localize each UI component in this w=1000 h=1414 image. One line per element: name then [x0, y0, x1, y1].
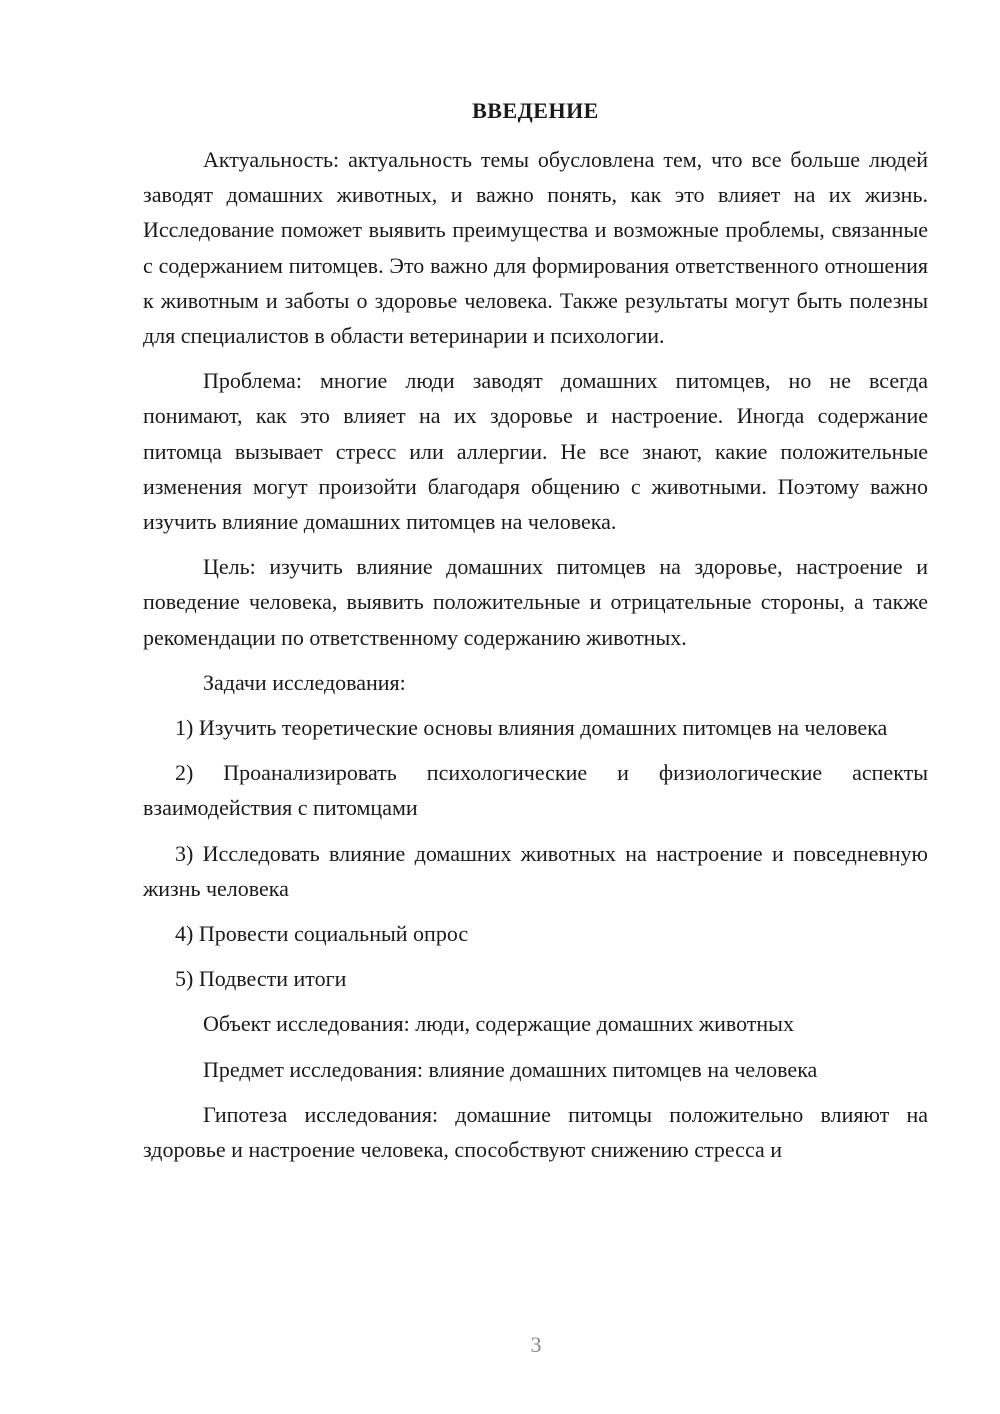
paragraph-relevance: Актуальность: актуальность темы обусловлена тем, что все больше людей заводят домашних животных, и важно понять, как это влияет на их жизнь. Исследование поможет выявить преимущества и возможные проблемы, связанные с содержанием питомцев. Это важно для формирования ответственного отношения к животным и заботы о здоровье человека. Также результаты могут быть полезны для специалистов в области ветеринарии и психологии.: [143, 147, 928, 349]
page-title: ВВЕДЕНИЕ: [472, 98, 599, 123]
page-number: 3: [530, 1332, 542, 1357]
paragraph-problem: Проблема: многие люди заводят домашних питомцев, но не всегда понимают, как это влияет на их здоровье и настроение. Иногда содержание питомца вызывает стресс или аллергии. Не все знают, какие положительные изменения могут произойти благодаря общению с животными. Поэтому важно изучить влияние домашних питомцев на человека.: [143, 368, 928, 535]
list-item: 5) Подвести итоги: [175, 966, 347, 992]
list-item: 3) Исследовать влияние домашних животных на настроение и повседневную жизнь человека: [143, 840, 928, 901]
paragraph-subject: Предмет исследования: влияние домашних питомцев на человека: [203, 1056, 818, 1082]
paragraph-object: Объект исследования: люди, содержащие домашних животных: [203, 1011, 794, 1037]
tasks-heading: Задачи исследования:: [203, 669, 406, 695]
document-body: [143, 142, 928, 1167]
list-item: 1) Изучить теоретические основы влияния домашних питомцев на человека: [175, 715, 888, 741]
paragraph-goal: Цель: изучить влияние домашних питомцев на здоровье, настроение и поведение человека, выявить положительные и отрицательные стороны, а также рекомендации по ответственному содержанию животных.: [143, 554, 928, 650]
paragraph-hypothesis: Гипотеза исследования: домашние питомцы положительно влияют на здоровье и настроение человека, способствуют снижению стресса и: [143, 1101, 928, 1163]
tasks-list: [143, 710, 928, 996]
list-item: 2) Проанализировать психологические и физиологические аспекты взаимодействия с питомцами: [143, 760, 928, 821]
list-item: 4) Провести социальный опрос: [175, 921, 469, 947]
